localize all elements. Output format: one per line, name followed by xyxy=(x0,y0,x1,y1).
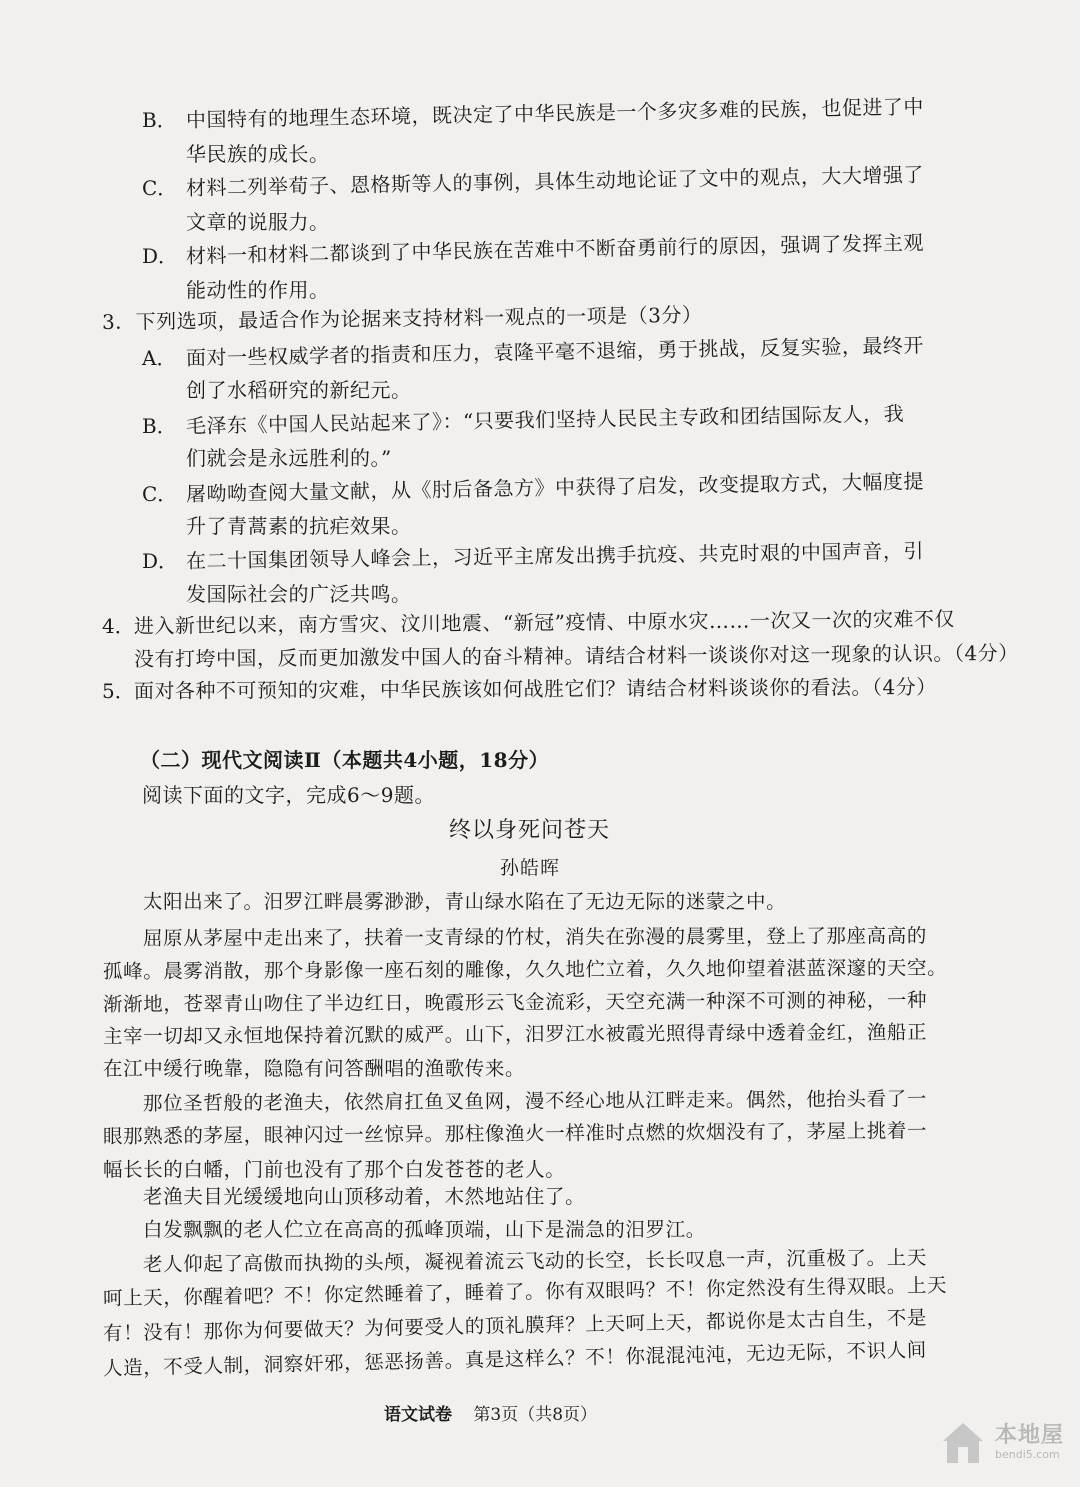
article-line: 渐渐地，苍翠青山吻住了半边红日，晚霞形云飞金流彩，天空充满一种深不可测的神秘，一种 xyxy=(102,988,928,1016)
q2-option-d-label: D． xyxy=(142,244,179,268)
article-title: 终以身死问苍天 xyxy=(449,818,611,843)
watermark-url: bendi5.com xyxy=(994,1448,1060,1461)
q4-line1: 进入新世纪以来，南方雪灾、汶川地震、“新冠”疫情、中原水灾……一次又一次的灾难不仅 xyxy=(133,606,956,638)
article-line: 屈原从茅屋中走出来了，扶着一支青绿的竹杖，消失在弥漫的晨雾里，登上了那座高高的 xyxy=(142,924,927,950)
q2-option-b-line1: 中国特有的地理生态环境，既决定了中华民族是一个多灾多难的民族，也促进了中 xyxy=(185,94,925,132)
q2-option-c-label: C． xyxy=(142,176,178,200)
article-line: 老人仰起了高傲而执拗的头颅，凝视着流云飞动的长空，长长叹息一声，沉重极了。上天 xyxy=(142,1246,927,1276)
article-line: 眼那熟悉的茅屋，眼神闪过一丝惊异。那柱像渔火一样准时点燃的炊烟没有了，茅屋上挑着一 xyxy=(102,1119,928,1148)
article-line: 人造，不受人制，洞察奸邪，惩恶扬善。真是这样么？不！你混混沌沌，无边无际，不识人间 xyxy=(102,1338,928,1380)
article-line: 老渔夫目光缓缓地向山顶移动着，木然地站住了。 xyxy=(143,1185,586,1208)
q2-option-b-label: B． xyxy=(142,108,177,132)
q3-option-b-line2: 们就会是永远胜利的。” xyxy=(186,446,392,470)
q3-option-b-label: B． xyxy=(142,414,177,438)
article-line: 在江中缓行晚靠，隐隐有问答酬唱的渔歌传来。 xyxy=(103,1057,526,1080)
q3-option-c-line2: 升了青蒿素的抗疟效果。 xyxy=(186,514,412,538)
section-2-instruction: 阅读下面的文字，完成6～9题。 xyxy=(142,783,435,807)
q2-option-d-line2: 能动性的作用。 xyxy=(186,278,330,302)
q3-option-d-label: D． xyxy=(142,549,179,573)
watermark-name: 本地屋 xyxy=(994,1423,1064,1448)
q2-option-b-line2: 华民族的成长。 xyxy=(186,142,330,166)
q3-option-d-line2: 发国际社会的广泛共鸣。 xyxy=(186,582,412,606)
q2-option-d-line1: 材料一和材料二都谈到了中华民族在苦难中不断奋勇前行的原因，强调了发挥主观 xyxy=(185,230,925,268)
article-author: 孙皓晖 xyxy=(500,857,561,879)
watermark xyxy=(939,1419,1064,1467)
q3-option-c-line1: 屠呦呦查阅大量文献，从《肘后备急方》中获得了启发，改变提取方式，大幅度提 xyxy=(185,469,925,506)
footer-subject: 语文试卷 xyxy=(384,1405,452,1425)
article-line: 呵上天，你醒着吧？不！你定然睡着了，睡着了。你有双眼吗？不！你定然没有生得双眼。上天 xyxy=(102,1273,948,1310)
q3-option-a-line1: 面对一些权威学者的指责和压力，袁隆平毫不退缩，勇于挑战，反复实验，最终开 xyxy=(185,333,925,370)
q3-option-d-line1: 在二十国集团领导人峰会上，习近平主席发出携手抗疫、共克时艰的中国声音，引 xyxy=(185,538,925,573)
q4-label: 4． xyxy=(102,614,135,638)
q3-option-c-label: C． xyxy=(142,482,178,506)
page-footer xyxy=(384,1400,597,1425)
article-line: 那位圣哲般的老渔夫，依然肩扛鱼叉鱼网，漫不经心地从江畔走来。偶然，他抬头看了一 xyxy=(142,1087,927,1115)
q5-label: 5． xyxy=(102,679,135,703)
q3-stem: 3．下列选项，最适合作为论据来支持材料一观点的一项是（3分） xyxy=(101,302,703,334)
article-line: 孤峰。晨雾消散，那个身影像一座石刻的雕像，久久地伫立着，久久地仰望着湛蓝深邃的天空。 xyxy=(102,956,948,983)
article-line: 主宰一切却又永恒地保持着沉默的威严。山下，汨罗江水被霞光照得青绿中透着金红，渔船正 xyxy=(102,1020,928,1048)
q3-option-a-label: A． xyxy=(142,346,177,370)
q3-option-b-line1: 毛泽东《中国人民站起来了》：“只要我们坚持人民民主专政和团结国际友人，我 xyxy=(185,401,905,438)
q2-option-c-line2: 文章的说服力。 xyxy=(186,210,330,234)
q4-line2: 没有打垮中国，反而更加激发中国人的奋斗精神。请结合材料一谈谈你对这一现象的认识。（4分） xyxy=(133,640,1019,671)
house-logo-icon xyxy=(939,1419,987,1467)
article-line: 幅长长的白幡，门前也没有了那个白发苍苍的老人。 xyxy=(103,1158,566,1181)
q2-option-c-line1: 材料二列举荀子、恩格斯等人的事例，具体生动地论证了文中的观点，大大增强了 xyxy=(185,162,925,200)
q5-text: 面对各种不可预知的灾难，中华民族该如何战胜它们？请结合材料谈谈你的看法。（4分） xyxy=(133,674,937,703)
article-line: 太阳出来了。汨罗江畔晨雾渺渺，青山绿水陷在了无边无际的迷蒙之中。 xyxy=(143,890,787,913)
q3-option-a-line2: 创了水稻研究的新纪元。 xyxy=(186,378,412,402)
article-line: 有！没有！那你为何要做天？为何要受人的顶礼膜拜？上天呵上天，都说你是太古自生，不是 xyxy=(102,1306,928,1345)
article-line: 白发飘飘的老人伫立在高高的孤峰顶端，山下是湍急的汨罗江。 xyxy=(143,1218,706,1241)
section-2-heading: （二）现代文阅读Ⅱ（本题共4小题，18分） xyxy=(140,748,550,772)
footer-page-number: 第3页（共8页） xyxy=(473,1405,598,1425)
